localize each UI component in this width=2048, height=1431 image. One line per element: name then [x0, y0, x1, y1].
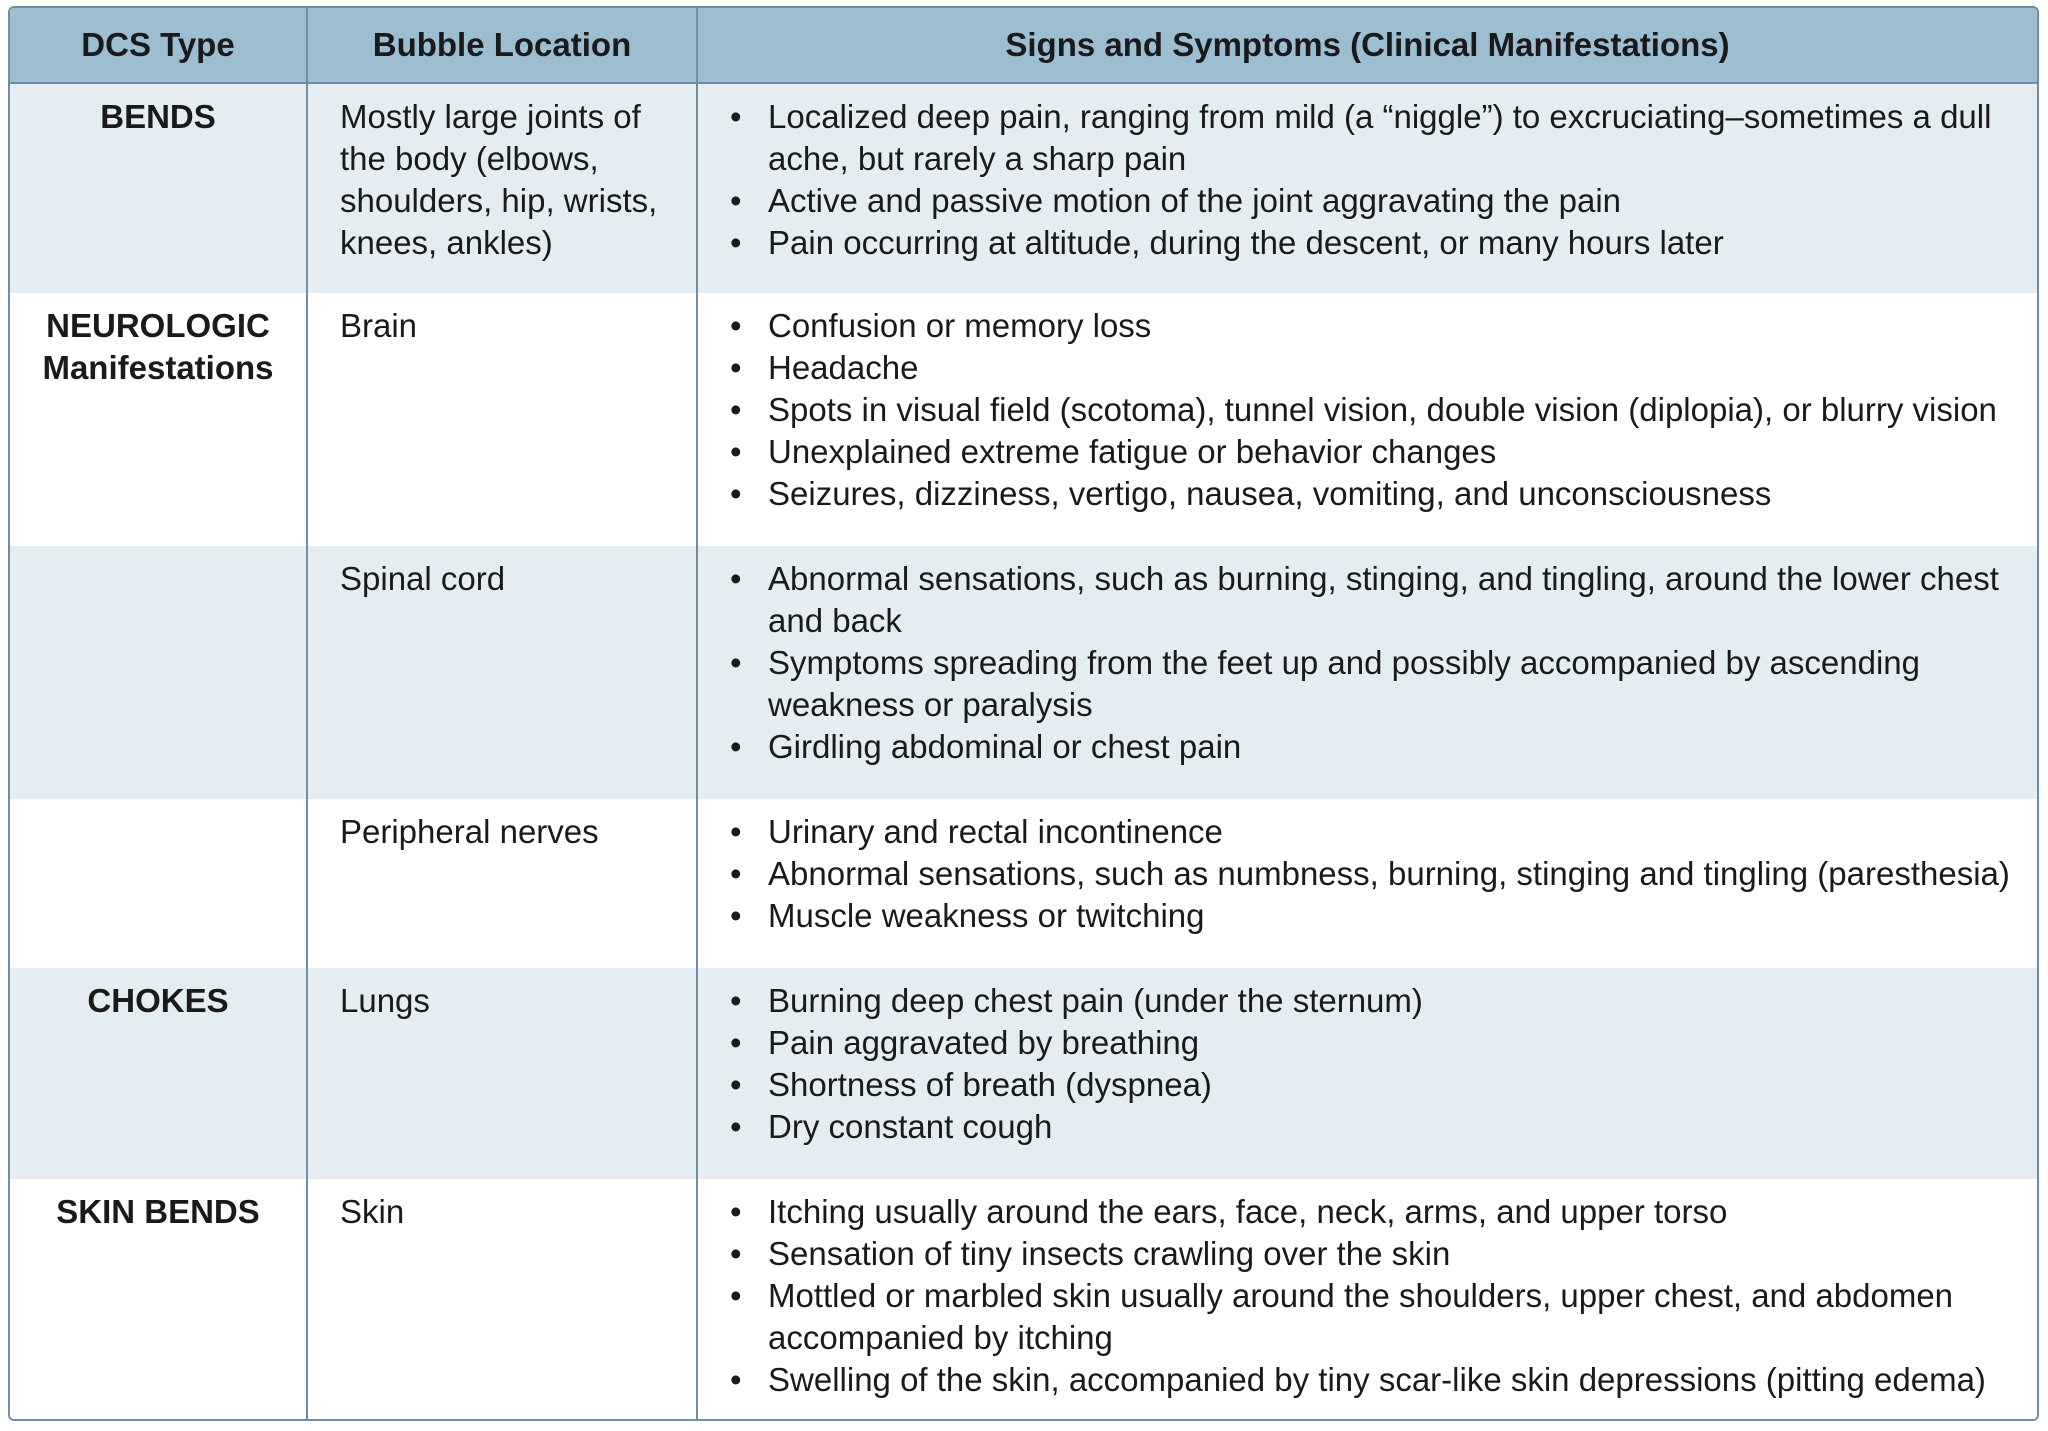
signs-list	[726, 558, 2029, 768]
list-item: • Active and passive motion of the joint aggravating the pain	[726, 180, 2029, 222]
header-signs-symptoms: Signs and Symptoms (Clinical Manifestations)	[697, 8, 2037, 83]
signs-cell	[697, 293, 2037, 546]
list-item: • Unexplained extreme fatigue or behavior changes	[726, 431, 2029, 473]
bubble-location-cell: Brain	[307, 293, 697, 546]
bubble-location-cell: Lungs	[307, 968, 697, 1179]
header-bubble-location: Bubble Location	[307, 8, 697, 83]
list-item: • Urinary and rectal incontinence	[726, 811, 2029, 853]
list-item: • Abnormal sensations, such as burning, stinging, and tingling, around the lower chest and back	[726, 558, 2029, 642]
signs-list	[726, 96, 2029, 264]
signs-cell	[697, 968, 2037, 1179]
list-item: • Girdling abdominal or chest pain	[726, 726, 2029, 768]
list-item: • Sensation of tiny insects crawling over the skin	[726, 1233, 2029, 1275]
dcs-type-label: CHOKES	[87, 982, 229, 1019]
list-item: • Pain aggravated by breathing	[726, 1022, 2029, 1064]
bubble-location-cell: Mostly large joints of the body (elbows, shoulders, hip, wrists, knees, ankles)	[307, 83, 697, 293]
header-row	[10, 8, 2037, 83]
dcs-table-frame	[8, 6, 2039, 1421]
dcs-type-label: BENDS	[100, 98, 216, 135]
bubble-location-cell: Peripheral nerves	[307, 799, 697, 968]
signs-cell	[697, 1179, 2037, 1420]
dcs-type-cell	[10, 1179, 307, 1420]
dcs-type-cell	[10, 546, 307, 799]
list-item: • Confusion or memory loss	[726, 305, 2029, 347]
list-item: • Seizures, dizziness, vertigo, nausea, vomiting, and unconsciousness	[726, 473, 2029, 515]
list-item: • Shortness of breath (dyspnea)	[726, 1064, 2029, 1106]
signs-list	[726, 1191, 2029, 1401]
list-item: • Localized deep pain, ranging from mild (a “niggle”) to excruciating–sometimes a dull ache, but rarely a sharp pain	[726, 96, 2029, 180]
table-row	[10, 83, 2037, 293]
table-row	[10, 293, 2037, 546]
bubble-location-cell: Skin	[307, 1179, 697, 1420]
dcs-type-cell	[10, 968, 307, 1179]
table-row	[10, 968, 2037, 1179]
bubble-location-cell: Spinal cord	[307, 546, 697, 799]
signs-cell	[697, 799, 2037, 968]
signs-list	[726, 811, 2029, 937]
dcs-type-cell	[10, 293, 307, 546]
list-item: • Dry constant cough	[726, 1106, 2029, 1148]
dcs-type-sublabel: Manifestations	[42, 349, 274, 386]
dcs-table	[10, 8, 2037, 1420]
dcs-type-label: NEUROLOGIC	[46, 307, 270, 344]
list-item: • Pain occurring at altitude, during the descent, or many hours later	[726, 222, 2029, 264]
list-item: • Abnormal sensations, such as numbness, burning, stinging and tingling (paresthesia)	[726, 853, 2029, 895]
dcs-type-label: SKIN BENDS	[56, 1193, 260, 1230]
list-item: • Muscle weakness or twitching	[726, 895, 2029, 937]
list-item: • Swelling of the skin, accompanied by tiny scar-like skin depressions (pitting edema)	[726, 1359, 2029, 1401]
list-item: • Headache	[726, 347, 2029, 389]
list-item: • Spots in visual field (scotoma), tunnel vision, double vision (diplopia), or blurry vision	[726, 389, 2029, 431]
signs-cell	[697, 83, 2037, 293]
list-item: • Itching usually around the ears, face, neck, arms, and upper torso	[726, 1191, 2029, 1233]
list-item: • Burning deep chest pain (under the sternum)	[726, 980, 2029, 1022]
table-row	[10, 546, 2037, 799]
header-dcs-type: DCS Type	[10, 8, 307, 83]
signs-list	[726, 980, 2029, 1148]
dcs-type-cell	[10, 799, 307, 968]
table-row	[10, 799, 2037, 968]
signs-cell	[697, 546, 2037, 799]
list-item: • Symptoms spreading from the feet up and possibly accompanied by ascending weakness or paralysis	[726, 642, 2029, 726]
signs-list	[726, 305, 2029, 515]
list-item: • Mottled or marbled skin usually around the shoulders, upper chest, and abdomen accompanied by itching	[726, 1275, 2029, 1359]
dcs-type-cell	[10, 83, 307, 293]
table-row	[10, 1179, 2037, 1420]
